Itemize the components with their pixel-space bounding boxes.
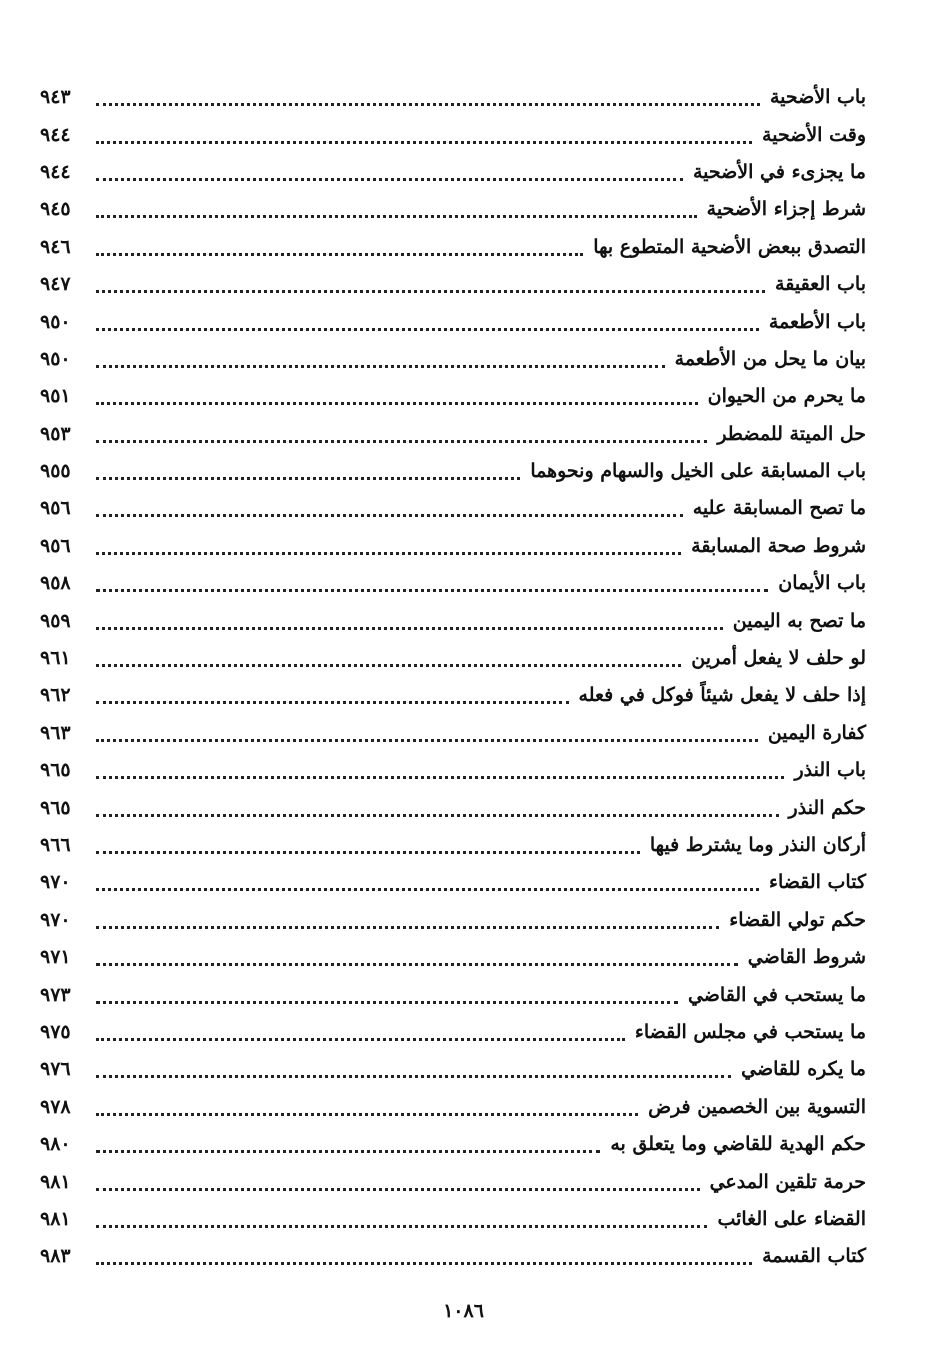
toc-entry-page: ٩٧٠ [40,871,71,894]
toc-entry-page: ٩٤٥ [40,198,71,221]
toc-entry [40,715,866,752]
toc-entry [40,378,866,415]
table-of-contents [40,79,866,1276]
dot-leader [96,253,583,256]
dot-leader [96,1188,700,1191]
toc-entry [40,1163,866,1200]
toc-entry-title: ما يستحب في القاضي [687,983,866,1006]
toc-entry-page: ٩٧٦ [40,1058,71,1081]
toc-entry [40,789,866,826]
toc-entry-page: ٩٨٣ [40,1245,71,1268]
dot-leader [96,1001,678,1004]
dot-leader [96,776,784,779]
toc-entry-page: ٩٦٣ [40,721,71,744]
toc-entry-title: بيان ما يحل من الأطعمة [674,347,866,370]
toc-entry-title: ما تصح به اليمين [732,609,866,632]
toc-entry-title: باب الأطعمة [768,310,866,333]
toc-entry [40,939,866,976]
toc-entry [40,827,866,864]
toc-entry [40,303,866,340]
dot-leader [96,1075,731,1078]
toc-entry-title: لو حلف لا يفعل أمرين [691,647,866,670]
toc-entry-title: باب المسابقة على الخيل والسهام ونحوهما [530,460,866,483]
toc-entry [40,453,866,490]
toc-entry-page: ٩٧٣ [40,983,71,1006]
toc-entry-page: ٩٤٣ [40,86,71,109]
toc-entry-page: ٩٥٠ [40,310,71,333]
toc-entry-page: ٩٦٦ [40,834,71,856]
toc-entry-title: وقت الأضحية [762,123,866,146]
toc-entry-title: باب النذر [794,759,866,782]
toc-entry-title: ما يحرم من الحيوان [707,385,866,408]
dot-leader [96,440,707,443]
toc-entry-page: ٩٥٠ [40,347,71,370]
toc-entry-title: إذا حلف لا يفعل شيئاً فوكل في فعله [578,684,866,707]
toc-entry [40,864,866,901]
toc-entry-title: باب الأضحية [769,86,866,109]
toc-entry-page: ٩٥٨ [40,572,71,595]
dot-leader [96,365,665,368]
dot-leader [96,664,681,667]
dot-leader [96,141,752,144]
toc-entry-page: ٩٨١ [40,1170,71,1193]
toc-entry-page: ٩٥٥ [40,460,71,483]
dot-leader [96,215,697,218]
toc-entry-page: ٩٥١ [40,385,71,408]
toc-entry-page: ٩٧٠ [40,908,71,931]
toc-entry [40,752,866,789]
toc-entry-title: التصدق ببعض الأضحية المتطوع بها [593,235,866,258]
toc-entry-title: حل الميتة للمضطر [717,422,866,445]
toc-entry-page: ٩٤٦ [40,235,71,258]
toc-entry-page: ٩٨١ [40,1207,71,1230]
toc-entry [40,976,866,1013]
toc-entry-title: كفارة اليمين [767,721,866,744]
dot-leader [96,1150,600,1153]
toc-entry-title: باب العقيقة [775,273,866,296]
dot-leader [96,477,520,480]
toc-entry [40,79,866,116]
dot-leader [96,851,640,854]
toc-entry-title: أركان النذر وما يشترط فيها [649,834,866,856]
toc-entry-page: ٩٦٥ [40,796,71,819]
dot-leader [96,701,569,704]
toc-entry-title: ما يجزىء في الأضحية [692,160,866,183]
toc-entry-title: حرمة تلقين المدعي [709,1170,866,1193]
toc-entry-page: ٩٧٨ [40,1095,71,1118]
toc-entry-page: ٩٥٦ [40,534,71,557]
toc-entry [40,116,866,153]
page-number: ١٠٨٦ [443,1300,484,1322]
toc-entry-title: القضاء على الغائب [717,1207,866,1230]
toc-entry-title: شروط صحة المسابقة [691,534,866,557]
dot-leader [96,888,759,891]
dot-leader [96,514,683,517]
dot-leader [96,1225,707,1228]
toc-entry-page: ٩٥٩ [40,609,71,632]
toc-entry-page: ٩٤٤ [40,160,71,183]
toc-entry-title: التسوية بين الخصمين فرض [648,1095,866,1118]
toc-entry-page: ٩٦١ [40,647,71,670]
toc-entry-title: ما يكره للقاضي [741,1058,866,1081]
toc-entry [40,1238,866,1275]
toc-entry-page: ٩٥٣ [40,422,71,445]
toc-entry-page: ٩٤٧ [40,273,71,296]
dot-leader [96,552,681,555]
dot-leader [96,402,698,405]
toc-entry [40,902,866,939]
toc-entry-title: ما تصح المسابقة عليه [692,497,866,520]
toc-entry-title: حكم الهدية للقاضي وما يتعلق به [610,1133,866,1156]
dot-leader [96,926,719,929]
toc-entry [40,1051,866,1088]
toc-entry [40,341,866,378]
toc-entry-page: ٩٧٥ [40,1020,71,1043]
toc-entry [40,1089,866,1126]
toc-entry [40,677,866,714]
toc-entry [40,266,866,303]
toc-entry [40,229,866,266]
dot-leader [96,1038,625,1041]
dot-leader [96,739,758,742]
toc-entry [40,191,866,228]
toc-entry [40,490,866,527]
toc-entry-title: حكم النذر [788,796,866,819]
dot-leader [96,178,683,181]
dot-leader [96,627,723,630]
dot-leader [96,589,768,592]
toc-entry [40,1014,866,1051]
toc-entry-title: ما يستحب في مجلس القضاء [634,1020,866,1043]
toc-entry-title: شروط القاضي [747,946,866,969]
toc-entry-page: ٩٨٠ [40,1133,71,1156]
dot-leader [96,328,759,331]
dot-leader [96,814,779,817]
toc-entry-page: ٩٧١ [40,946,71,969]
toc-entry [40,602,866,639]
toc-entry [40,416,866,453]
dot-leader [96,290,765,293]
toc-entry-page: ٩٦٢ [40,684,71,707]
toc-entry-title: شرط إجزاء الأضحية [706,198,866,221]
toc-entry-page: ٩٦٥ [40,759,71,782]
toc-entry-title: حكم تولي القضاء [729,908,866,931]
toc-entry [40,640,866,677]
toc-entry [40,154,866,191]
toc-entry-title: كتاب القسمة [762,1245,866,1268]
toc-entry-page: ٩٥٦ [40,497,71,520]
toc-entry [40,565,866,602]
dot-leader [96,1113,638,1116]
toc-entry-title: كتاب القضاء [769,871,866,894]
toc-entry-title: باب الأيمان [778,572,866,595]
toc-entry-page: ٩٤٤ [40,123,71,146]
dot-leader [96,103,760,106]
toc-entry [40,528,866,565]
toc-entry [40,1126,866,1163]
toc-entry [40,1201,866,1238]
dot-leader [96,1262,752,1265]
dot-leader [96,963,738,966]
